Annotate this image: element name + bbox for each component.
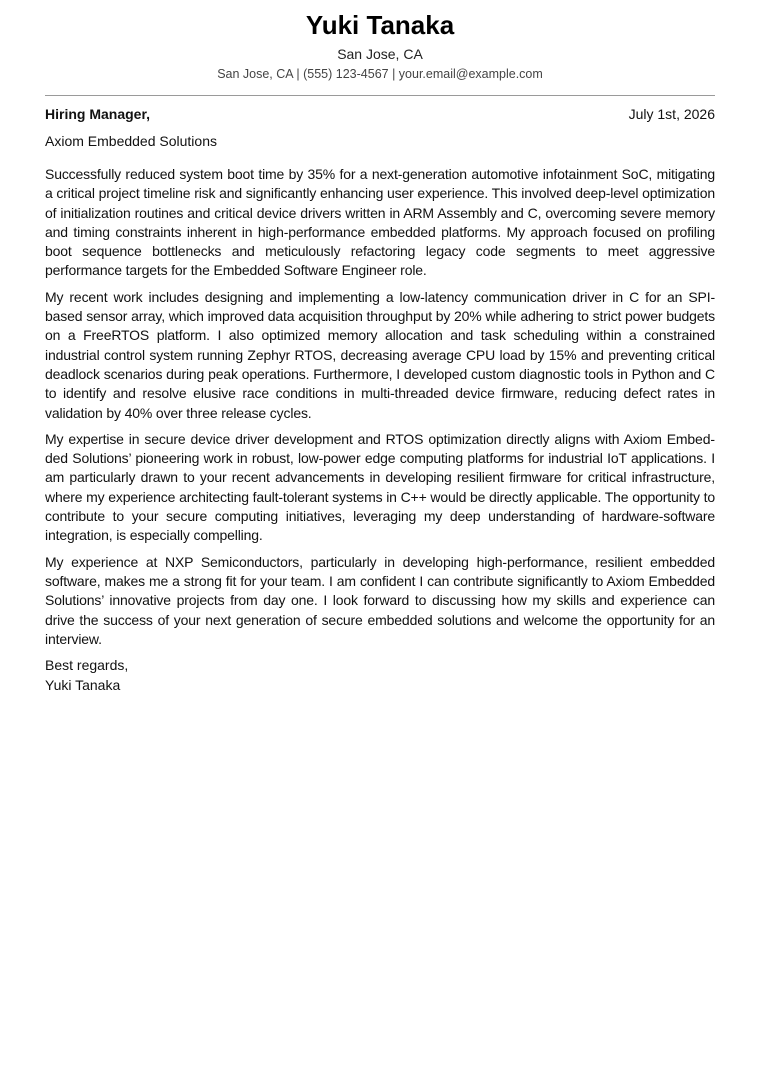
applicant-name: Yuki Tanaka (305, 10, 455, 40)
applicant-location: San Jose, CA (337, 46, 423, 62)
letter-body (45, 165, 715, 649)
contact-line: San Jose, CA | (555) 123-4567 | your.email@example.com (217, 67, 543, 81)
body-paragraph-2: My recent work includes designing and implementing a low-latency communication driver in C for an SPI-based sensor array, which improved data acquisition throughput by 20% while adhering to strict power budgets on a FreeRTOS platform. I also optimized memory allocation and task scheduling within a constrained industrial control system running Zephyr RTOS, decreasing average CPU load by 15% and preventing critical deadlock scenarios during peak operations. Furthermore, I developed custom diagnostic tools in Python and C to identify and resolve elusive race conditions in multi-threaded device firmware, reducing defect rates in validation by 40% over three release cycles. (45, 288, 715, 421)
salutation-row (45, 105, 715, 123)
letter-date: July 1st, 2026 (628, 106, 715, 122)
closing-phrase: Best regards, (45, 657, 129, 674)
body-paragraph-3: My expertise in secure device driver development and RTOS optimization directly aligns with Axiom Embedded Solutions’ pioneering work in robust, low-power edge computing platforms for industrial IoT applications. I am particularly drawn to your recent advancements in developing resilient firmware for critical infrastructure, where my experience architecting fault-tolerant systems in C++ would be directly applicable. The opportunity to contribute to your secure computing initiatives, leveraging my deep understanding of hardware-software integration, is especially compelling. (45, 430, 715, 544)
closing-block (45, 656, 715, 695)
body-paragraph-1: Successfully reduced system boot time by 35% for a next-generation automotive infotainment SoC, mitigating a critical project timeline risk and significantly enhancing user experience. This involved deep-level optimization of initialization routines and critical device drivers written in ARM Assembly and C, overcoming severe memory and timing constraints inherent in high-performance embedded platforms. My approach focused on profiling boot sequence bottlenecks and meticulously refactoring legacy code segments to meet aggressive performance targets for the Embedded Software Engineer role. (45, 166, 715, 279)
recipient-salutation: Hiring Manager, (45, 106, 151, 122)
header-divider (45, 95, 715, 96)
signature-name: Yuki Tanaka (45, 676, 121, 693)
company-name: Axiom Embedded Solutions (45, 133, 217, 149)
body-paragraph-4: My experience at NXP Semiconductors, particularly in developing high-performance, resilient embedded software, makes me a strong fit for your team. I am confident I can contribute significantly to Axiom Embedded Solutions’ innovative projects from day one. I look forward to discussing how my skills and experience can drive the success of your next generation of secure embedded solutions and welcome the opportunity for an interview. (45, 553, 715, 647)
